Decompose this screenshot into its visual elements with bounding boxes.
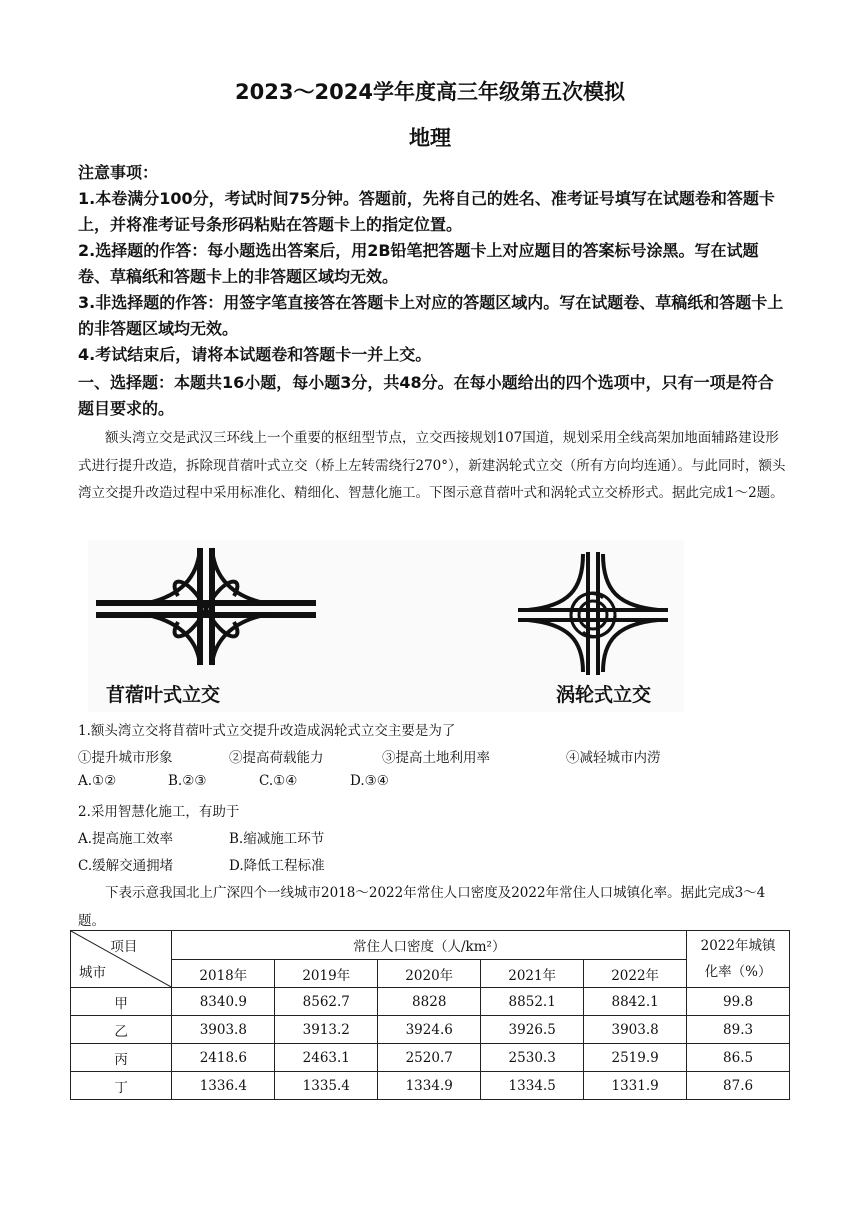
density-cell: 3924.6 — [378, 1016, 481, 1044]
year-header: 2018年 — [172, 960, 275, 988]
urbanization-header-line-2: 化率（%） — [704, 964, 772, 980]
question-1-stem: 1.额头湾立交将苜蓿叶式立交提升改造成涡轮式立交主要是为了 — [78, 723, 456, 739]
density-cell: 2418.6 — [172, 1044, 275, 1072]
density-cell: 8828 — [378, 988, 481, 1016]
table-corner-cell — [71, 931, 172, 988]
density-cell: 2530.3 — [481, 1044, 584, 1072]
density-cell: 8852.1 — [481, 988, 584, 1016]
turbine-caption: 涡轮式立交 — [556, 684, 652, 706]
city-cell: 乙 — [71, 1016, 172, 1044]
interchange-figure — [88, 540, 684, 712]
question-2-stem: 2.采用智慧化施工，有助于 — [78, 804, 240, 820]
notice-heading: 注意事项： — [78, 163, 159, 182]
exam-title: 2023～2024学年度高三年级第五次模拟 — [235, 80, 625, 104]
density-cell: 2519.9 — [584, 1044, 687, 1072]
q2-option-a[interactable]: A.提高施工效率 — [78, 831, 174, 847]
urbanization-header-line-1: 2022年城镇 — [700, 938, 776, 954]
density-cell: 3926.5 — [481, 1016, 584, 1044]
density-cell: 2520.7 — [378, 1044, 481, 1072]
density-cell: 1335.4 — [275, 1072, 378, 1100]
notice-item-3: 3.非选择题的作答：用签字笔直接答在答题卡上对应的答题区域内。写在试题卷、草稿纸和答题卡上的非答题区域均无效。 — [78, 293, 784, 338]
q1-option-d[interactable]: D.③④ — [350, 773, 389, 789]
section-heading: 一、选择题：本题共16小题，每小题3分，共48分。在每小题给出的四个选项中，只有一项是符合题目要求的。 — [78, 373, 774, 418]
notice-item-4: 4.考试结束后，请将本试题卷和答题卡一并上交。 — [78, 345, 432, 364]
population-density-table — [70, 930, 790, 1100]
density-cell: 3903.8 — [172, 1016, 275, 1044]
year-header: 2020年 — [378, 960, 481, 988]
density-cell: 8842.1 — [584, 988, 687, 1016]
rate-cell: 89.3 — [687, 1016, 790, 1044]
q1-item-2: ②提高荷载能力 — [229, 750, 324, 766]
turbine-interchange-drawing — [518, 552, 668, 675]
corner-top-label: 项目 — [110, 939, 138, 955]
table-row — [71, 988, 790, 1016]
density-cell: 2463.1 — [275, 1044, 378, 1072]
city-cell: 丁 — [71, 1072, 172, 1100]
subject-title: 地理 — [409, 126, 451, 150]
density-cell: 8562.7 — [275, 988, 378, 1016]
table-row — [71, 1044, 790, 1072]
density-header: 常住人口密度（人/km²） — [172, 931, 687, 960]
q1-item-1: ①提升城市形象 — [78, 750, 173, 766]
notice-item-2: 2.选择题的作答：每小题选出答案后，用2B铅笔把答题卡上对应题目的答案标号涂黑。写在试题卷、草稿纸和答题卡上的非答题区域均无效。 — [78, 241, 759, 286]
q1-option-a[interactable]: A.①② — [78, 773, 117, 789]
urbanization-header — [687, 931, 790, 988]
year-header: 2021年 — [481, 960, 584, 988]
density-cell: 1334.5 — [481, 1072, 584, 1100]
rate-cell: 86.5 — [687, 1044, 790, 1072]
table-row — [71, 1016, 790, 1044]
q1-item-3: ③提高土地利用率 — [382, 750, 490, 766]
year-header: 2019年 — [275, 960, 378, 988]
year-header: 2022年 — [584, 960, 687, 988]
city-cell: 甲 — [71, 988, 172, 1016]
density-cell: 8340.9 — [172, 988, 275, 1016]
q1-option-c[interactable]: C.①④ — [259, 773, 298, 789]
density-cell: 1336.4 — [172, 1072, 275, 1100]
q2-option-d[interactable]: D.降低工程标准 — [229, 858, 325, 874]
corner-bottom-label: 城市 — [79, 965, 106, 981]
q2-option-c[interactable]: C.缓解交通拥堵 — [78, 858, 174, 874]
q1-item-4: ④减轻城市内涝 — [566, 750, 661, 766]
city-cell: 丙 — [71, 1044, 172, 1072]
density-cell: 1331.9 — [584, 1072, 687, 1100]
density-cell: 3913.2 — [275, 1016, 378, 1044]
table-row — [71, 1072, 790, 1100]
q2-option-b[interactable]: B.缩减施工环节 — [229, 831, 325, 847]
passage-1: 额头湾立交是武汉三环线上一个重要的枢纽型节点，立交西接规划107国道，规划采用全线高架加地面辅路建设形式进行提升改造，拆除现苜蓿叶式立交（桥上左转需绕行270°），新建涡轮式立交（所有方向均连通）。与此同时，额头湾立交提升改造过程中采用标准化、精细化、智慧化施工。下图示意苜蓿叶式和涡轮式立交桥形式。据此完成1～2题。 — [78, 430, 786, 501]
density-cell: 1334.9 — [378, 1072, 481, 1100]
passage-2: 下表示意我国北上广深四个一线城市2018～2022年常住人口密度及2022年常住人口城镇化率。据此完成3～4题。 — [78, 885, 766, 929]
rate-cell: 99.8 — [687, 988, 790, 1016]
rate-cell: 87.6 — [687, 1072, 790, 1100]
density-cell: 3903.8 — [584, 1016, 687, 1044]
notice-item-1: 1.本卷满分100分，考试时间75分钟。答题前，先将自己的姓名、准考证号填写在试题卷和答题卡上，并将准考证号条形码粘贴在答题卡上的指定位置。 — [78, 189, 775, 234]
cloverleaf-caption: 苜蓿叶式立交 — [106, 684, 221, 706]
cloverleaf-interchange-drawing — [96, 548, 316, 665]
q1-option-b[interactable]: B.②③ — [168, 773, 207, 789]
